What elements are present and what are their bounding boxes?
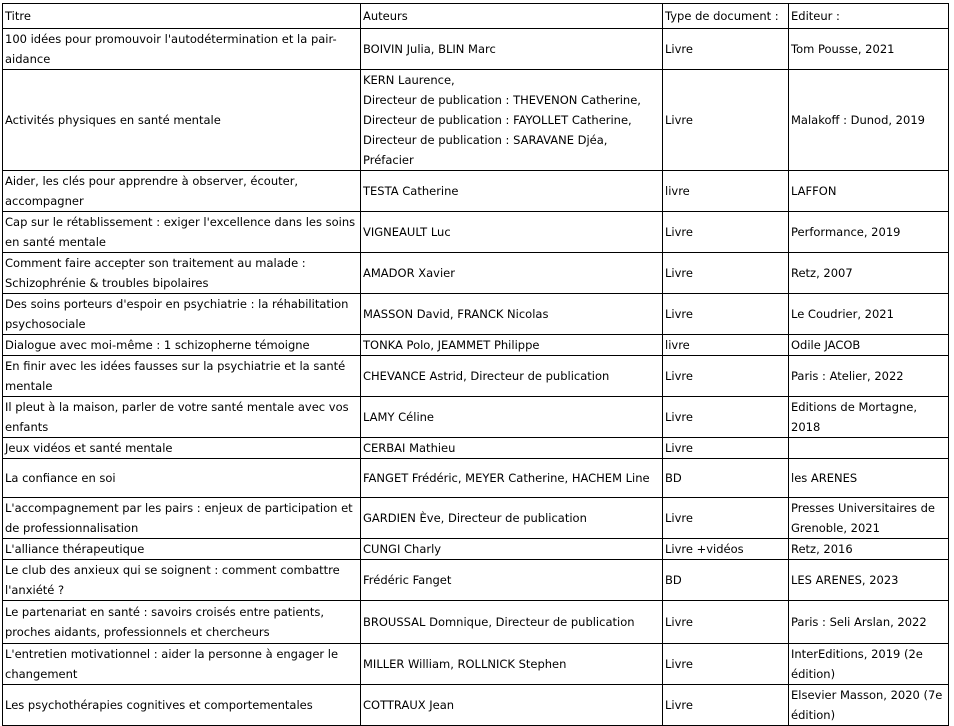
cell-publisher: Le Coudrier, 2021 <box>789 294 949 335</box>
cell-type: Livre <box>663 498 789 539</box>
cell-publisher: Presses Universitaires de Grenoble, 2021 <box>789 498 949 539</box>
cell-publisher: Paris : Atelier, 2022 <box>789 356 949 397</box>
author-line: Directeur de publication : SARAVANE Djéa, Préfacier <box>363 133 608 167</box>
cell-type: BD <box>663 459 789 498</box>
cell-authors: CUNGI Charly <box>361 539 663 560</box>
cell-type: Livre <box>663 70 789 171</box>
author-line: Directeur de publication : THEVENON Catherine, <box>363 93 641 107</box>
table-row <box>3 539 949 560</box>
cell-authors: Frédéric Fanget <box>361 560 663 601</box>
cell-type: Livre <box>663 438 789 459</box>
cell-type: Livre <box>663 685 789 726</box>
cell-type: Livre <box>663 294 789 335</box>
cell-authors: VIGNEAULT Luc <box>361 212 663 253</box>
cell-publisher: Elsevier Masson, 2020 (7e édition) <box>789 685 949 726</box>
cell-publisher: Retz, 2016 <box>789 539 949 560</box>
cell-publisher: Paris : Seli Arslan, 2022 <box>789 601 949 644</box>
cell-type: Livre <box>663 644 789 685</box>
table-row <box>3 70 949 171</box>
table-row <box>3 294 949 335</box>
table-row <box>3 356 949 397</box>
cell-authors: MILLER William, ROLLNICK Stephen <box>361 644 663 685</box>
cell-type: Livre <box>663 212 789 253</box>
table-row <box>3 212 949 253</box>
cell-publisher: Malakoff : Dunod, 2019 <box>789 70 949 171</box>
cell-authors: CERBAI Mathieu <box>361 438 663 459</box>
cell-type: livre <box>663 335 789 356</box>
cell-authors: CHEVANCE Astrid, Directeur de publication <box>361 356 663 397</box>
cell-title: Le club des anxieux qui se soignent : comment combattre l'anxiété ? <box>3 560 361 601</box>
cell-title: Jeux vidéos et santé mentale <box>3 438 361 459</box>
cell-title: L'entretien motivationnel : aider la personne à engager le changement <box>3 644 361 685</box>
cell-type: livre <box>663 171 789 212</box>
author-line: Directeur de publication : FAYOLLET Catherine, <box>363 113 632 127</box>
cell-authors: COTTRAUX Jean <box>361 685 663 726</box>
cell-publisher: Editions de Mortagne, 2018 <box>789 397 949 438</box>
table-row <box>3 560 949 601</box>
header-type: Type de document : <box>663 4 789 29</box>
cell-authors: LAMY Céline <box>361 397 663 438</box>
table-row <box>3 685 949 726</box>
cell-title: L'alliance thérapeutique <box>3 539 361 560</box>
table-row <box>3 438 949 459</box>
cell-publisher: LES ARENES, 2023 <box>789 560 949 601</box>
cell-type: Livre <box>663 253 789 294</box>
table-row <box>3 459 949 498</box>
cell-title: Le partenariat en santé : savoirs croisés entre patients, proches aidants, professionnels et chercheurs <box>3 601 361 644</box>
cell-title: En finir avec les idées fausses sur la psychiatrie et la santé mentale <box>3 356 361 397</box>
table-row <box>3 29 949 70</box>
cell-type: Livre <box>663 397 789 438</box>
cell-title: 100 idées pour promouvoir l'autodétermination et la pair-aidance <box>3 29 361 70</box>
cell-authors: TONKA Polo, JEAMMET Philippe <box>361 335 663 356</box>
cell-title: Aider, les clés pour apprendre à observer, écouter, accompagner <box>3 171 361 212</box>
cell-authors: FANGET Frédéric, MEYER Catherine, HACHEM Line <box>361 459 663 498</box>
cell-type: BD <box>663 560 789 601</box>
table-row <box>3 397 949 438</box>
cell-publisher: Odile JACOB <box>789 335 949 356</box>
cell-authors: MASSON David, FRANCK Nicolas <box>361 294 663 335</box>
cell-type: Livre <box>663 356 789 397</box>
table-row <box>3 253 949 294</box>
cell-type: Livre <box>663 29 789 70</box>
cell-authors <box>361 70 663 171</box>
table-row <box>3 335 949 356</box>
cell-title: Comment faire accepter son traitement au malade : Schizophrénie & troubles bipolaires <box>3 253 361 294</box>
cell-authors: BOIVIN Julia, BLIN Marc <box>361 29 663 70</box>
table-row <box>3 644 949 685</box>
cell-title: Dialogue avec moi-même : 1 schizopherne témoigne <box>3 335 361 356</box>
header-title: Titre <box>3 4 361 29</box>
cell-title: La confiance en soi <box>3 459 361 498</box>
cell-authors: GARDIEN Ève, Directeur de publication <box>361 498 663 539</box>
cell-title: Il pleut à la maison, parler de votre santé mentale avec vos enfants <box>3 397 361 438</box>
table-row <box>3 601 949 644</box>
cell-title: L'accompagnement par les pairs : enjeux de participation et de professionnalisation <box>3 498 361 539</box>
cell-type: Livre <box>663 601 789 644</box>
book-table <box>2 3 949 726</box>
cell-authors: TESTA Catherine <box>361 171 663 212</box>
cell-authors: AMADOR Xavier <box>361 253 663 294</box>
cell-publisher: InterEditions, 2019 (2e édition) <box>789 644 949 685</box>
cell-publisher: LAFFON <box>789 171 949 212</box>
table-row <box>3 498 949 539</box>
header-row <box>3 4 949 29</box>
table-row <box>3 171 949 212</box>
header-publisher: Editeur : <box>789 4 949 29</box>
cell-publisher <box>789 438 949 459</box>
cell-authors: BROUSSAL Domnique, Directeur de publication <box>361 601 663 644</box>
cell-publisher: Tom Pousse, 2021 <box>789 29 949 70</box>
cell-title: Activités physiques en santé mentale <box>3 70 361 171</box>
cell-type: Livre +vidéos <box>663 539 789 560</box>
cell-publisher: les ARENES <box>789 459 949 498</box>
cell-title: Les psychothérapies cognitives et comportementales <box>3 685 361 726</box>
cell-title: Cap sur le rétablissement : exiger l'excellence dans les soins en santé mentale <box>3 212 361 253</box>
cell-title: Des soins porteurs d'espoir en psychiatrie : la réhabilitation psychosociale <box>3 294 361 335</box>
header-authors: Auteurs <box>361 4 663 29</box>
cell-publisher: Performance, 2019 <box>789 212 949 253</box>
cell-publisher: Retz, 2007 <box>789 253 949 294</box>
author-line: KERN Laurence, <box>363 73 455 87</box>
